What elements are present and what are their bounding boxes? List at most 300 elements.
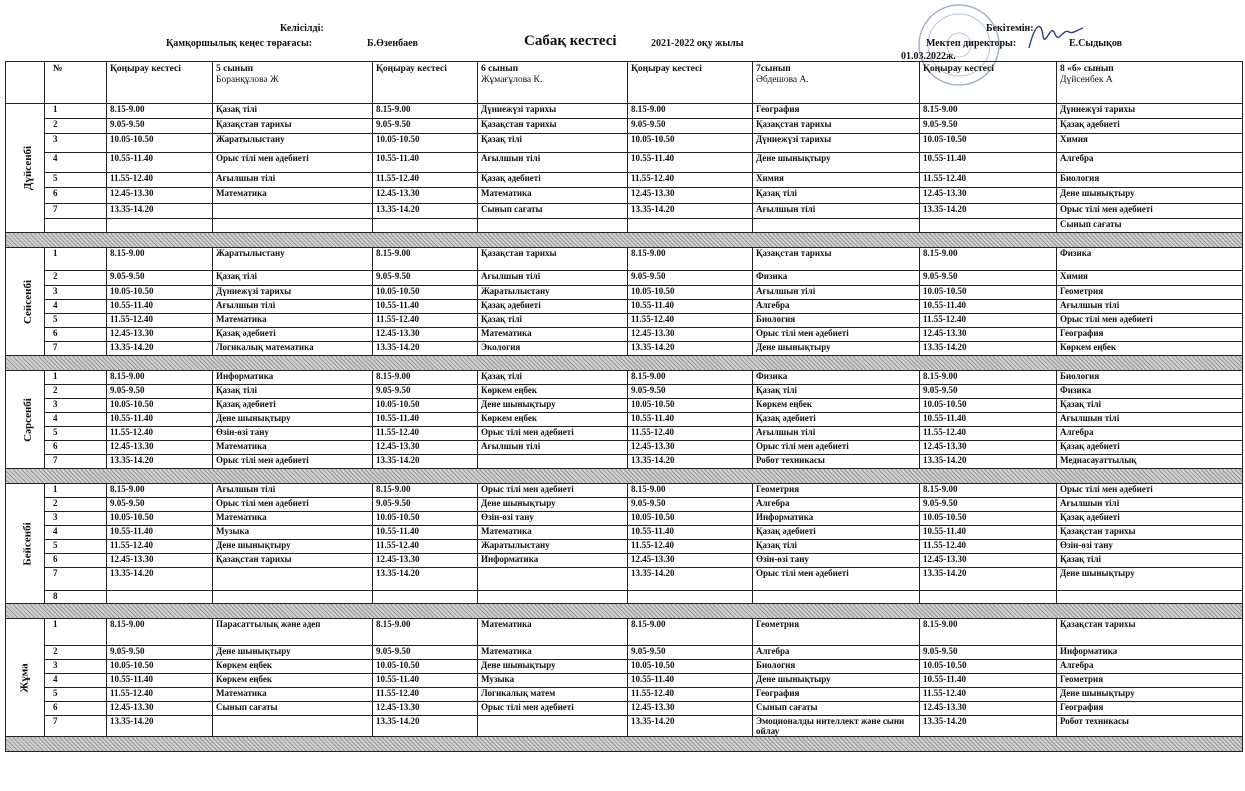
subject-cell: Дене шынықтыру <box>213 540 373 554</box>
subject-cell: Алгебра <box>1057 153 1243 173</box>
subject-cell: Физика <box>1057 248 1243 271</box>
subject-cell: Сынып сағаты <box>478 204 628 219</box>
bell-time: 10.55-11.40 <box>920 526 1057 540</box>
bell-time: 9.05-9.50 <box>107 385 213 399</box>
approval-date: 01.03.2022ж. <box>901 51 956 62</box>
bell-time: 8.15-9.00 <box>373 371 478 385</box>
subject-cell: Орыс тілі мен әдебиеті <box>1057 484 1243 498</box>
subject-cell: Биология <box>753 314 920 328</box>
table-row <box>6 660 1243 674</box>
subject-cell: Дене шынықтыру <box>753 342 920 356</box>
bell-time: 12.45-13.30 <box>920 702 1057 716</box>
bell-time: 13.35-14.20 <box>628 716 753 737</box>
header-row <box>6 62 1243 104</box>
bell-time <box>107 591 213 604</box>
subject-cell: Қазақ әдебиеті <box>478 173 628 188</box>
subject-cell: Информатика <box>478 554 628 568</box>
bell-time: 10.05-10.50 <box>107 286 213 300</box>
bell-time: 10.55-11.40 <box>628 300 753 314</box>
subject-cell: Дүниежүзі тарихы <box>478 104 628 119</box>
header-class-8 <box>1057 62 1243 104</box>
bell-time: 9.05-9.50 <box>107 646 213 660</box>
subject-cell: География <box>1057 702 1243 716</box>
lesson-number: 7 <box>45 342 107 356</box>
bell-time: 13.35-14.20 <box>628 204 753 219</box>
bell-time: 12.45-13.30 <box>107 554 213 568</box>
bell-time: 8.15-9.00 <box>107 371 213 385</box>
lesson-number: 3 <box>45 512 107 526</box>
lesson-number: 6 <box>45 188 107 204</box>
subject-cell <box>213 591 373 604</box>
bell-time: 8.15-9.00 <box>628 104 753 119</box>
table-row <box>6 188 1243 204</box>
bell-time: 13.35-14.20 <box>373 568 478 591</box>
lesson-number: 6 <box>45 328 107 342</box>
lesson-number: 2 <box>45 119 107 134</box>
table-row <box>6 716 1243 737</box>
subject-cell: Дене шынықтыру <box>213 413 373 427</box>
lesson-number: 6 <box>45 702 107 716</box>
bell-time <box>373 219 478 233</box>
bell-time <box>107 219 213 233</box>
bell-time: 10.05-10.50 <box>373 512 478 526</box>
bell-time: 8.15-9.00 <box>920 371 1057 385</box>
bell-time: 8.15-9.00 <box>107 484 213 498</box>
bell-time: 11.55-12.40 <box>628 427 753 441</box>
table-row <box>6 271 1243 286</box>
bell-time: 13.35-14.20 <box>107 568 213 591</box>
subject-cell: Математика <box>478 619 628 646</box>
header-num: № <box>45 62 107 104</box>
subject-cell: Дене шынықтыру <box>1057 568 1243 591</box>
subject-cell: Қазақ тілі <box>213 104 373 119</box>
subject-cell: Дене шынықтыру <box>753 153 920 173</box>
day-name: Бейсенбі <box>21 521 34 566</box>
separator-cell <box>6 356 1243 371</box>
day-cell <box>6 104 45 233</box>
subject-cell: Жаратылыстану <box>213 134 373 153</box>
bell-time: 11.55-12.40 <box>628 173 753 188</box>
lesson-number: 5 <box>45 427 107 441</box>
separator-cell <box>6 737 1243 752</box>
bell-time: 10.05-10.50 <box>628 512 753 526</box>
subject-cell: Жаратылыстану <box>478 286 628 300</box>
bell-time: 10.55-11.40 <box>920 674 1057 688</box>
table-row <box>6 134 1243 153</box>
subject-cell: Логикалық математика <box>213 342 373 356</box>
subject-cell: Ағылшын тілі <box>753 427 920 441</box>
subject-cell: Ағылшын тілі <box>213 484 373 498</box>
bell-time: 11.55-12.40 <box>920 540 1057 554</box>
day-cell <box>6 619 45 737</box>
teacher-6: Жұмағұлова К. <box>481 75 543 85</box>
table-row <box>6 314 1243 328</box>
subject-cell: Математика <box>478 328 628 342</box>
bell-time: 11.55-12.40 <box>107 427 213 441</box>
subject-cell: Дүниежүзі тарихы <box>1057 104 1243 119</box>
lesson-number: 2 <box>45 646 107 660</box>
bell-time: 8.15-9.00 <box>920 484 1057 498</box>
teacher-5: Боранқұлова Ж <box>216 75 279 85</box>
table-row <box>6 399 1243 413</box>
bell-time: 10.55-11.40 <box>107 674 213 688</box>
subject-cell: Қазақстан тарихы <box>1057 526 1243 540</box>
bell-time: 11.55-12.40 <box>107 540 213 554</box>
subject-cell: Қазақ әдебиеті <box>753 413 920 427</box>
subject-cell: Қазақ тілі <box>753 385 920 399</box>
bell-time: 9.05-9.50 <box>920 119 1057 134</box>
subject-cell: Қазақстан тарихы <box>478 119 628 134</box>
class-6-label: 6 сынып <box>481 64 519 74</box>
lesson-number: 3 <box>45 286 107 300</box>
subject-cell: Математика <box>213 441 373 455</box>
bell-time: 11.55-12.40 <box>920 173 1057 188</box>
subject-cell: Қазақ тілі <box>213 271 373 286</box>
subject-cell: Робот техникасы <box>753 455 920 469</box>
subject-cell <box>753 219 920 233</box>
bell-time: 10.55-11.40 <box>628 526 753 540</box>
table-row <box>6 385 1243 399</box>
schedule-table <box>5 61 1243 752</box>
subject-cell <box>213 219 373 233</box>
bell-time: 12.45-13.30 <box>107 328 213 342</box>
table-row <box>6 540 1243 554</box>
bell-time: 11.55-12.40 <box>107 688 213 702</box>
bell-time: 10.05-10.50 <box>920 399 1057 413</box>
table-row <box>6 498 1243 512</box>
bell-time: 11.55-12.40 <box>373 688 478 702</box>
bell-time: 8.15-9.00 <box>628 371 753 385</box>
bell-time: 8.15-9.00 <box>107 104 213 119</box>
subject-cell: Химия <box>1057 134 1243 153</box>
header-class-5 <box>213 62 373 104</box>
subject-cell: Көркем еңбек <box>478 385 628 399</box>
table-row <box>6 371 1243 385</box>
bell-time: 12.45-13.30 <box>628 441 753 455</box>
subject-cell: Физика <box>753 371 920 385</box>
header-bell-7: Қоңырау кестесі <box>628 62 753 104</box>
lesson-number: 4 <box>45 674 107 688</box>
subject-cell: Көркем еңбек <box>753 399 920 413</box>
subject-cell: Қазақ тілі <box>478 314 628 328</box>
council-chair-name: Б.Өзенбаев <box>367 38 418 49</box>
bell-time: 13.35-14.20 <box>107 455 213 469</box>
bell-time <box>628 591 753 604</box>
subject-cell: Дене шынықтыру <box>478 399 628 413</box>
subject-cell: Сынып сағаты <box>753 702 920 716</box>
lesson-number: 1 <box>45 619 107 646</box>
bell-time: 12.45-13.30 <box>628 328 753 342</box>
subject-cell: Алгебра <box>753 646 920 660</box>
subject-cell <box>478 455 628 469</box>
subject-cell: Эмоционалды интеллект және сыни ойлау <box>753 716 920 737</box>
table-row <box>6 619 1243 646</box>
table-row <box>6 646 1243 660</box>
lesson-number: 3 <box>45 134 107 153</box>
bell-time: 10.05-10.50 <box>373 399 478 413</box>
header-class-6 <box>478 62 628 104</box>
bell-time: 13.35-14.20 <box>373 716 478 737</box>
bell-time: 10.55-11.40 <box>107 153 213 173</box>
table-row <box>6 702 1243 716</box>
bell-time: 10.05-10.50 <box>920 134 1057 153</box>
bell-time: 10.05-10.50 <box>920 286 1057 300</box>
subject-cell: Орыс тілі мен әдебиеті <box>1057 204 1243 219</box>
subject-cell: География <box>753 104 920 119</box>
table-row <box>6 342 1243 356</box>
table-row <box>6 173 1243 188</box>
lesson-number: 7 <box>45 568 107 591</box>
subject-cell: Математика <box>213 688 373 702</box>
subject-cell: Қазақ тілі <box>753 540 920 554</box>
subject-cell: Алгебра <box>1057 427 1243 441</box>
bell-time: 9.05-9.50 <box>920 646 1057 660</box>
subject-cell: Математика <box>213 314 373 328</box>
table-row <box>6 591 1243 604</box>
bell-time: 9.05-9.50 <box>107 271 213 286</box>
subject-cell: Өзін-өзі тану <box>1057 540 1243 554</box>
bell-time: 10.55-11.40 <box>920 300 1057 314</box>
table-row <box>6 526 1243 540</box>
subject-cell: Қазақстан тарихы <box>753 248 920 271</box>
table-row <box>6 248 1243 271</box>
subject-cell: Орыс тілі мен әдебиеті <box>753 568 920 591</box>
subject-cell: География <box>753 688 920 702</box>
separator-cell <box>6 604 1243 619</box>
subject-cell <box>213 716 373 737</box>
bell-time: 11.55-12.40 <box>107 173 213 188</box>
bell-time: 10.05-10.50 <box>107 512 213 526</box>
subject-cell: Орыс тілі мен әдебиеті <box>478 702 628 716</box>
bell-time: 11.55-12.40 <box>373 427 478 441</box>
bell-time <box>920 591 1057 604</box>
bell-time: 10.55-11.40 <box>373 153 478 173</box>
lesson-number: 4 <box>45 153 107 173</box>
table-row <box>6 153 1243 173</box>
subject-cell: Қазақстан тарихы <box>753 119 920 134</box>
bell-time <box>373 591 478 604</box>
bell-time: 10.55-11.40 <box>107 526 213 540</box>
bell-time: 9.05-9.50 <box>373 498 478 512</box>
class-8-label: 8 «б» сынып <box>1060 64 1114 74</box>
bell-time: 10.05-10.50 <box>628 134 753 153</box>
day-separator <box>6 604 1243 619</box>
subject-cell: Қазақ әдебиеті <box>213 328 373 342</box>
subject-cell: Көркем еңбек <box>1057 342 1243 356</box>
subject-cell: Информатика <box>213 371 373 385</box>
bell-time: 12.45-13.30 <box>628 554 753 568</box>
subject-cell: Ағылшын тілі <box>753 204 920 219</box>
bell-time <box>920 219 1057 233</box>
bell-time: 10.55-11.40 <box>373 674 478 688</box>
table-row <box>6 300 1243 314</box>
lesson-number <box>45 219 107 233</box>
subject-cell: Көркем еңбек <box>478 413 628 427</box>
bell-time: 12.45-13.30 <box>373 702 478 716</box>
subject-cell: Қазақ тілі <box>478 371 628 385</box>
table-row <box>6 674 1243 688</box>
day-separator <box>6 469 1243 484</box>
bell-time <box>628 219 753 233</box>
day-separator <box>6 233 1243 248</box>
subject-cell: Қазақ тілі <box>1057 554 1243 568</box>
bell-time: 9.05-9.50 <box>628 119 753 134</box>
subject-cell: Қазақ тілі <box>478 134 628 153</box>
day-cell <box>6 248 45 356</box>
subject-cell: Геометрия <box>753 619 920 646</box>
day-cell <box>6 371 45 469</box>
subject-cell: Парасаттылық және әдеп <box>213 619 373 646</box>
bell-time: 8.15-9.00 <box>107 619 213 646</box>
bell-time: 10.55-11.40 <box>628 674 753 688</box>
bell-time: 13.35-14.20 <box>628 342 753 356</box>
subject-cell: Математика <box>478 188 628 204</box>
subject-cell: Орыс тілі мен әдебиеті <box>213 455 373 469</box>
bell-time: 12.45-13.30 <box>107 702 213 716</box>
bell-time: 13.35-14.20 <box>373 342 478 356</box>
bell-time: 8.15-9.00 <box>920 104 1057 119</box>
subject-cell: Қазақ әдебиеті <box>1057 512 1243 526</box>
bell-time: 10.05-10.50 <box>107 134 213 153</box>
subject-cell: Физика <box>1057 385 1243 399</box>
bell-time: 9.05-9.50 <box>373 119 478 134</box>
subject-cell <box>213 568 373 591</box>
day-separator <box>6 356 1243 371</box>
bell-time: 8.15-9.00 <box>920 619 1057 646</box>
bell-time: 9.05-9.50 <box>107 119 213 134</box>
table-row <box>6 427 1243 441</box>
lesson-number: 5 <box>45 688 107 702</box>
subject-cell: Биология <box>1057 371 1243 385</box>
bell-time: 9.05-9.50 <box>373 646 478 660</box>
lesson-number: 2 <box>45 498 107 512</box>
subject-cell <box>478 219 628 233</box>
subject-cell: Көркем еңбек <box>213 660 373 674</box>
subject-cell: Қазақстан тарихы <box>478 248 628 271</box>
bell-time: 10.55-11.40 <box>373 526 478 540</box>
bell-time: 12.45-13.30 <box>107 188 213 204</box>
day-name: Сейсенбі <box>22 279 35 324</box>
subject-cell: Дене шынықтыру <box>478 660 628 674</box>
lesson-number: 7 <box>45 716 107 737</box>
table-row <box>6 441 1243 455</box>
subject-cell: Медиасауаттылық <box>1057 455 1243 469</box>
bell-time: 10.05-10.50 <box>628 286 753 300</box>
bell-time: 12.45-13.30 <box>373 188 478 204</box>
header-bell-8: Қоңырау кестесі <box>920 62 1057 104</box>
bell-time: 10.05-10.50 <box>628 660 753 674</box>
header-day-cell <box>6 62 45 104</box>
subject-cell: Дене шынықтыру <box>1057 688 1243 702</box>
subject-cell: Орыс тілі мен әдебиеті <box>478 427 628 441</box>
day-name: Сәрсенбі <box>21 397 34 442</box>
bell-time: 9.05-9.50 <box>920 271 1057 286</box>
header-bell-5: Қоңырау кестесі <box>107 62 213 104</box>
lesson-number: 5 <box>45 314 107 328</box>
day-separator <box>6 737 1243 752</box>
lesson-number: 4 <box>45 526 107 540</box>
subject-cell: Дене шынықтыру <box>753 674 920 688</box>
bell-time: 13.35-14.20 <box>107 716 213 737</box>
subject-cell: Ағылшын тілі <box>478 153 628 173</box>
bell-time: 8.15-9.00 <box>920 248 1057 271</box>
subject-cell: Дүниежүзі тарихы <box>753 134 920 153</box>
lesson-number: 2 <box>45 271 107 286</box>
subject-cell: Өзін-өзі тану <box>213 427 373 441</box>
page-title: Сабақ кестесі <box>524 33 617 49</box>
table-row <box>6 119 1243 134</box>
subject-cell: Қазақ тілі <box>213 385 373 399</box>
bell-time: 11.55-12.40 <box>920 427 1057 441</box>
bell-time: 11.55-12.40 <box>373 173 478 188</box>
bell-time: 13.35-14.20 <box>920 568 1057 591</box>
bell-time: 9.05-9.50 <box>107 498 213 512</box>
bell-time: 13.35-14.20 <box>920 204 1057 219</box>
bell-time: 12.45-13.30 <box>373 554 478 568</box>
subject-cell: Қазақ әдебиеті <box>1057 119 1243 134</box>
bell-time: 9.05-9.50 <box>628 271 753 286</box>
bell-time: 8.15-9.00 <box>628 248 753 271</box>
bell-time: 10.55-11.40 <box>107 413 213 427</box>
lesson-number: 2 <box>45 385 107 399</box>
subject-cell <box>478 591 628 604</box>
lesson-number: 4 <box>45 413 107 427</box>
subject-cell <box>213 204 373 219</box>
subject-cell: Ағылшын тілі <box>1057 300 1243 314</box>
bell-time: 10.55-11.40 <box>373 413 478 427</box>
bell-time: 10.55-11.40 <box>920 413 1057 427</box>
bell-time: 13.35-14.20 <box>628 568 753 591</box>
subject-cell: Ағылшын тілі <box>753 286 920 300</box>
subject-cell: Өзін-өзі тану <box>753 554 920 568</box>
class-7-label: 7сынып <box>756 64 791 74</box>
bell-time: 9.05-9.50 <box>920 498 1057 512</box>
subject-cell: Қазақстан тарихы <box>213 119 373 134</box>
subject-cell: Информатика <box>753 512 920 526</box>
day-name: Дүйсенбі <box>22 145 35 191</box>
lesson-number: 6 <box>45 554 107 568</box>
subject-cell: Орыс тілі мен әдебиеті <box>213 153 373 173</box>
subject-cell: Музыка <box>213 526 373 540</box>
bell-time: 9.05-9.50 <box>373 271 478 286</box>
subject-cell: Алгебра <box>1057 660 1243 674</box>
class-5-label: 5 сынып <box>216 64 254 74</box>
bell-time: 8.15-9.00 <box>107 248 213 271</box>
bell-time: 8.15-9.00 <box>628 484 753 498</box>
bell-time: 12.45-13.30 <box>920 441 1057 455</box>
subject-cell: Математика <box>478 646 628 660</box>
bell-time: 10.55-11.40 <box>373 300 478 314</box>
subject-cell: Көркем еңбек <box>213 674 373 688</box>
bell-time: 13.35-14.20 <box>107 342 213 356</box>
subject-cell: Қазақстан тарихы <box>213 554 373 568</box>
subject-cell: Орыс тілі мен әдебиеті <box>213 498 373 512</box>
subject-cell <box>478 568 628 591</box>
subject-cell: Биология <box>753 660 920 674</box>
lesson-number: 1 <box>45 104 107 119</box>
bell-time: 10.55-11.40 <box>107 300 213 314</box>
bell-time: 13.35-14.20 <box>920 455 1057 469</box>
header-bell-6: Қоңырау кестесі <box>373 62 478 104</box>
bell-time: 10.55-11.40 <box>920 153 1057 173</box>
approved-right-title: Бекітемін: <box>986 23 1034 34</box>
bell-time: 9.05-9.50 <box>628 498 753 512</box>
subject-cell: Ағылшын тілі <box>1057 498 1243 512</box>
subject-cell: Геометрия <box>753 484 920 498</box>
bell-time: 8.15-9.00 <box>373 484 478 498</box>
subject-cell: Физика <box>753 271 920 286</box>
bell-time: 13.35-14.20 <box>373 204 478 219</box>
